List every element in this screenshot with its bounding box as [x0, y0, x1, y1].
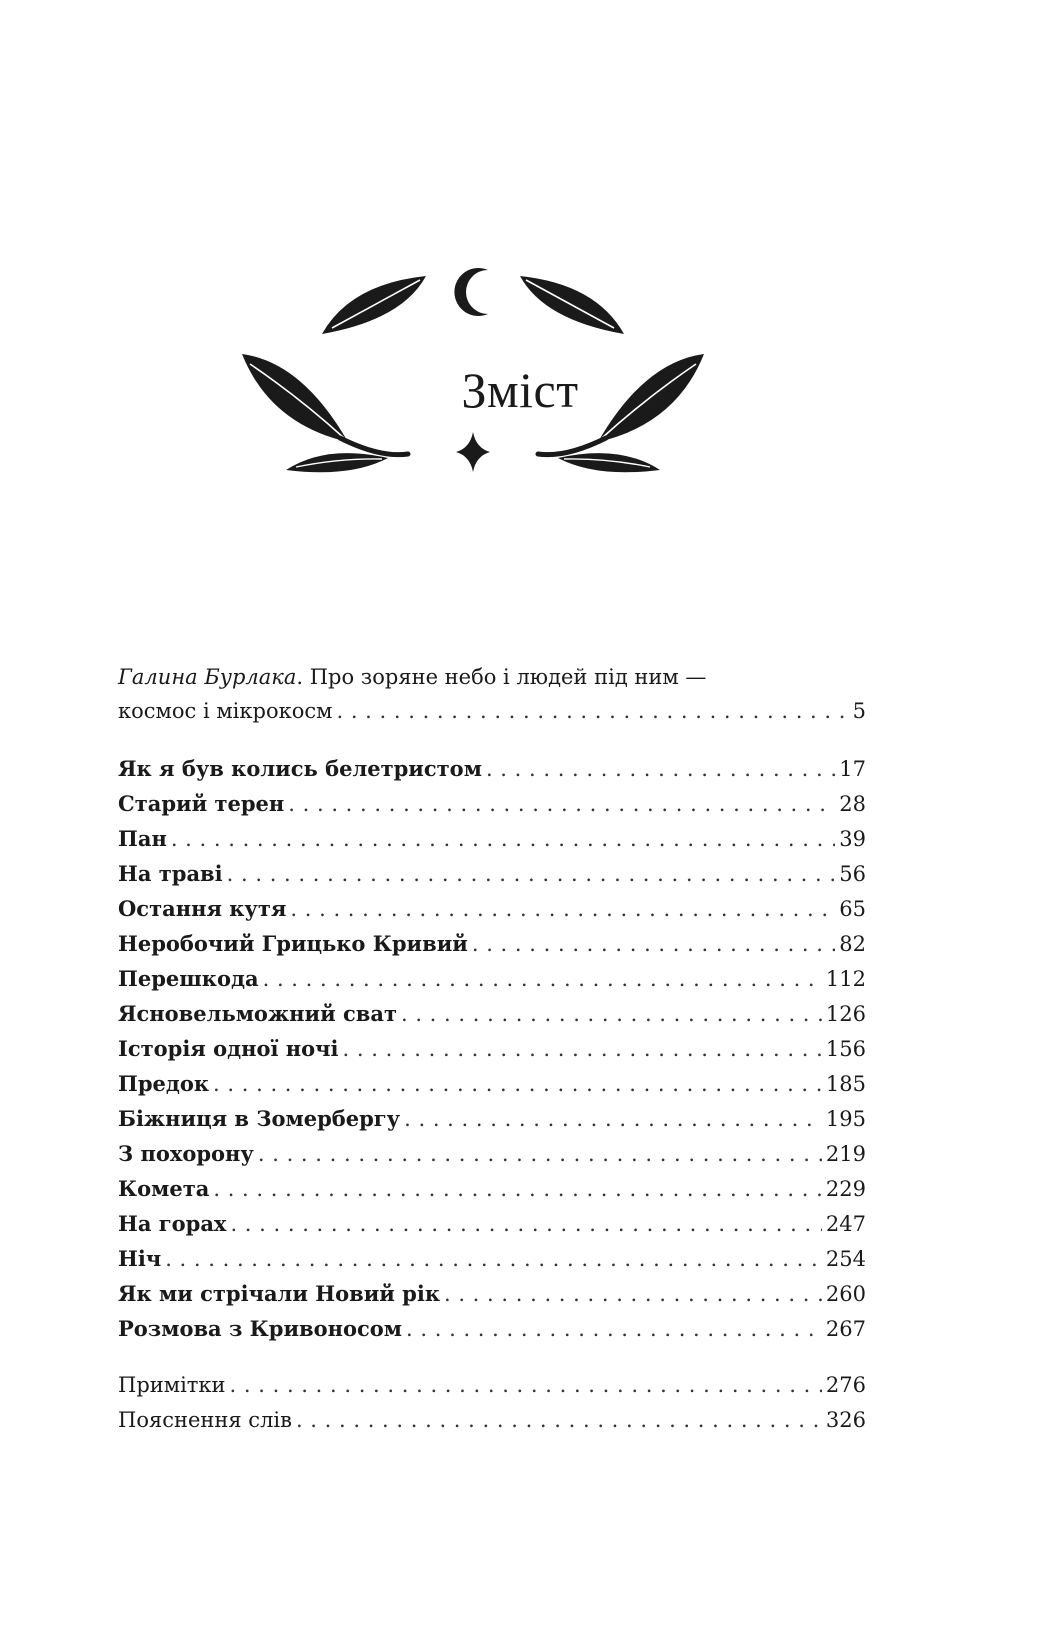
- entry-page: 254: [825, 1247, 866, 1271]
- leaf-upper-left-icon: [322, 276, 426, 334]
- stories-list: [118, 751, 866, 1346]
- dot-leader: [263, 962, 822, 997]
- entry-page: 185: [825, 1072, 866, 1096]
- entry-title: Як я був колись белетристом: [118, 756, 482, 781]
- toc-entry-glossary[interactable]: [118, 1403, 866, 1438]
- toc-entry[interactable]: [118, 1031, 866, 1066]
- toc-entry[interactable]: [118, 1066, 866, 1101]
- dot-leader: [213, 1067, 822, 1102]
- toc-entry[interactable]: [118, 786, 866, 821]
- toc-entry[interactable]: [118, 1276, 866, 1311]
- entry-title: Біжниця в Зомербергу: [118, 1106, 401, 1131]
- dot-leader: [343, 1032, 822, 1067]
- entry-page: 112: [825, 967, 866, 991]
- entry-page: 17: [839, 757, 866, 781]
- entry-title: На горах: [118, 1211, 227, 1236]
- entry-page: 156: [825, 1037, 866, 1061]
- entry-title: Ясновельможний сват: [118, 1001, 397, 1026]
- intro-title-end: космос і мікрокосм: [118, 699, 333, 723]
- entry-title: З похорону: [118, 1141, 254, 1166]
- dot-leader: [171, 822, 835, 857]
- dot-leader: [290, 892, 835, 927]
- dot-leader: [230, 1207, 821, 1242]
- entry-page: 65: [839, 897, 866, 921]
- entry-page: 219: [825, 1142, 866, 1166]
- toc-entry-notes[interactable]: [118, 1368, 866, 1403]
- appendix-list: [118, 1368, 866, 1438]
- dot-leader: [444, 1277, 822, 1312]
- dot-leader: [258, 1137, 822, 1172]
- dot-leader: [336, 694, 848, 729]
- toc-entry[interactable]: [118, 891, 866, 926]
- toc-entry[interactable]: [118, 961, 866, 996]
- entry-title: Розмова з Кривоносом: [118, 1316, 403, 1341]
- toc-entry[interactable]: [118, 1136, 866, 1171]
- entry-page: 56: [839, 862, 866, 886]
- entry-title: Неробочий Грицько Кривий: [118, 931, 468, 956]
- crescent-moon-icon: [454, 268, 488, 316]
- entry-title: Перешкода: [118, 966, 259, 991]
- intro-entry-line1: [118, 660, 866, 694]
- entry-title: Як ми стрічали Новий рік: [118, 1281, 440, 1306]
- dot-leader: [213, 1172, 822, 1207]
- entry-page: 28: [839, 792, 866, 816]
- toc-entry[interactable]: [118, 1241, 866, 1276]
- toc-entry[interactable]: [118, 996, 866, 1031]
- leaf-upper-right-icon: [520, 276, 624, 334]
- intro-entry-line2[interactable]: [118, 694, 866, 729]
- table-of-contents: [118, 660, 866, 1438]
- entry-page: 126: [825, 1002, 866, 1026]
- entry-page: 82: [839, 932, 866, 956]
- dot-leader: [406, 1312, 822, 1347]
- intro-page-number: 5: [852, 699, 866, 723]
- entry-page: 326: [825, 1408, 866, 1432]
- entry-page: 260: [825, 1282, 866, 1306]
- toc-entry[interactable]: [118, 751, 866, 786]
- dot-leader: [288, 787, 835, 822]
- intro-title-start: . Про зоряне небо і людей під ним —: [296, 665, 707, 689]
- dot-leader: [404, 1102, 822, 1137]
- entry-page: 229: [825, 1177, 866, 1201]
- entry-title: Предок: [118, 1071, 210, 1096]
- toc-entry[interactable]: [118, 1171, 866, 1206]
- entry-title: Примітки: [118, 1373, 226, 1397]
- entry-title: Остання кутя: [118, 896, 287, 921]
- entry-page: 267: [825, 1317, 866, 1341]
- toc-entry[interactable]: [118, 1311, 866, 1346]
- toc-entry[interactable]: [118, 821, 866, 856]
- entry-title: Ніч: [118, 1246, 162, 1271]
- entry-title: Пан: [118, 826, 167, 851]
- dot-leader: [227, 857, 836, 892]
- dot-leader: [296, 1403, 822, 1438]
- dot-leader: [472, 927, 835, 962]
- entry-title: Пояснення слів: [118, 1408, 292, 1432]
- entry-title: На траві: [118, 861, 223, 886]
- page-title: Зміст: [461, 362, 579, 418]
- toc-entry[interactable]: [118, 1101, 866, 1136]
- entry-title: Старий терен: [118, 791, 285, 816]
- toc-entry[interactable]: [118, 1206, 866, 1241]
- toc-entry[interactable]: [118, 926, 866, 961]
- entry-title: Історія одної ночі: [118, 1036, 339, 1061]
- intro-author: Галина Бурлака: [118, 665, 297, 689]
- entry-title: Комета: [118, 1176, 210, 1201]
- entry-page: 39: [839, 827, 866, 851]
- entry-page: 247: [825, 1212, 866, 1236]
- dot-leader: [230, 1368, 822, 1403]
- star-icon: [456, 432, 490, 472]
- entry-page: 195: [825, 1107, 866, 1131]
- dot-leader: [165, 1242, 822, 1277]
- dot-leader: [486, 752, 835, 787]
- entry-page: 276: [825, 1373, 866, 1397]
- toc-entry[interactable]: [118, 856, 866, 891]
- dot-leader: [401, 997, 822, 1032]
